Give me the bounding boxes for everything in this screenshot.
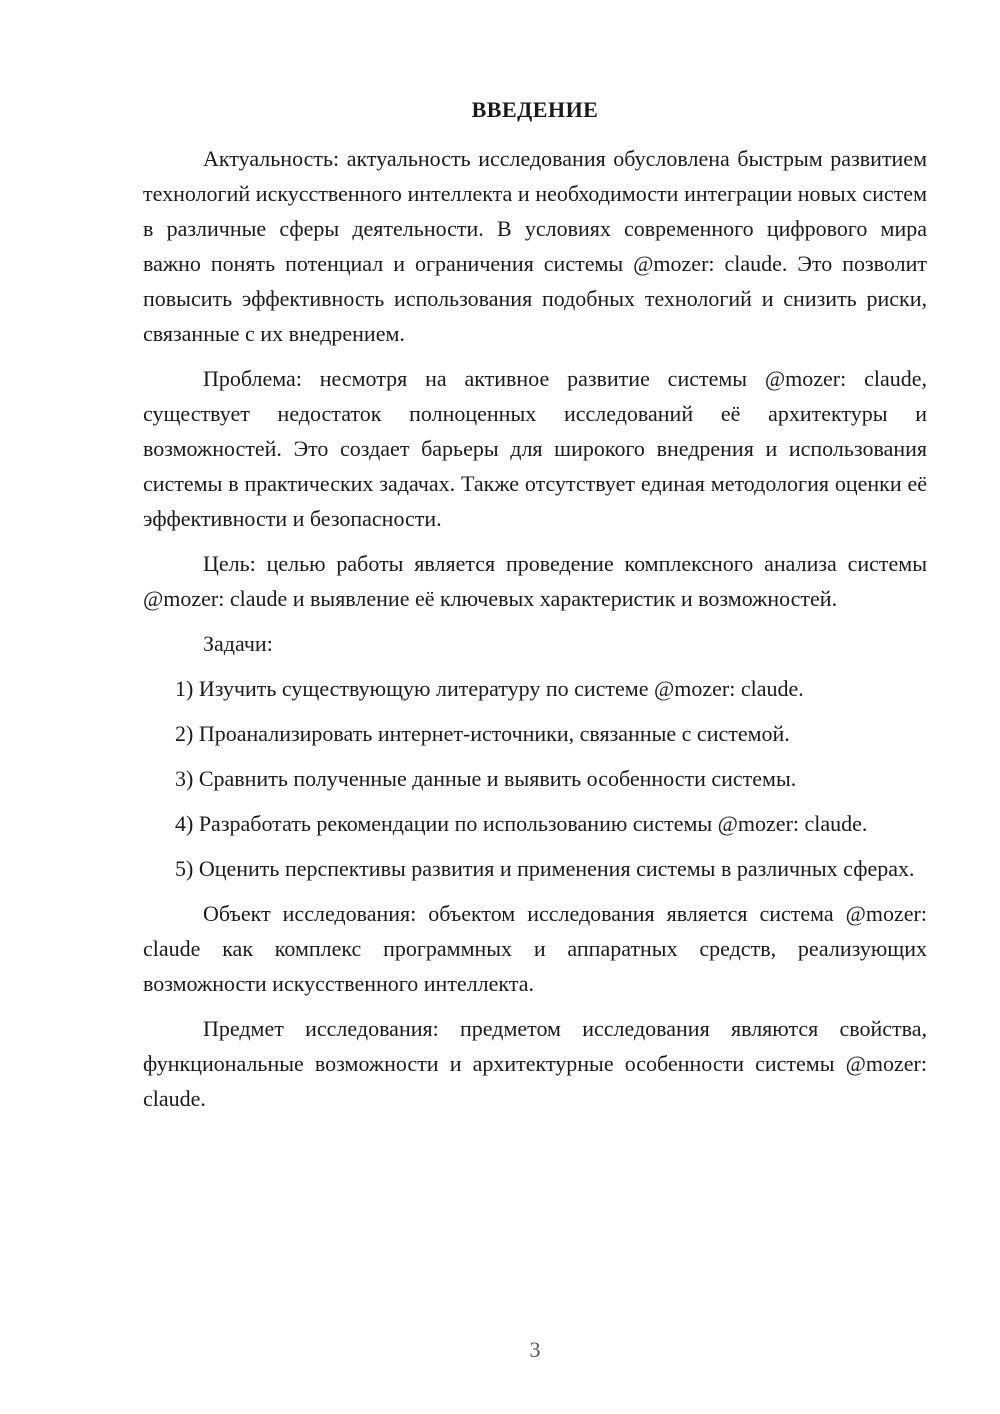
page-number: 3 [529,1337,541,1362]
paragraph-problem: Проблема: несмотря на активное развитие системы @mozer: claude, существует недостаток полноценных исследований её архитектуры и возможностей. Это создает барьеры для широкого внедрения и использования системы в практических задачах. Также отсутствует единая методология оценки её эффективности и безопасности. [143,366,927,531]
task-item: 3) Сравнить полученные данные и выявить особенности системы. [175,766,797,791]
task-item: 4) Разработать рекомендации по использованию системы @mozer: claude. [175,811,868,836]
tasks-heading: Задачи: [203,631,273,656]
paragraph-object: Объект исследования: объектом исследования является система @mozer: claude как комплекс программных и аппаратных средств, реализующих возможности искусственного интеллекта. [143,901,927,996]
paragraph-goal: Цель: целью работы является проведение комплексного анализа системы @mozer: claude и выявление её ключевых характеристик и возможностей. [143,551,927,611]
paragraph-subject: Предмет исследования: предметом исследования являются свойства, функциональные возможности и архитектурные особенности системы @mozer: claude. [143,1016,927,1111]
task-item: 1) Изучить существующую литературу по системе @mozer: claude. [175,676,804,701]
paragraph-relevance: Актуальность: актуальность исследования обусловлена быстрым развитием технологий искусственного интеллекта и необходимости интеграции новых систем в различные сферы деятельности. В условиях современного цифрового мира важно понять потенциал и ограничения системы @mozer: claude. Это позволит повысить эффективность использования подобных технологий и снизить риски, связанные с их внедрением. [143,146,927,346]
task-item: 2) Проанализировать интернет-источники, связанные с системой. [175,721,790,746]
document-body [143,141,927,1126]
section-title: ВВЕДЕНИЕ [471,97,599,122]
task-item: 5) Оценить перспективы развития и применения системы в различных сферах. [175,856,915,881]
